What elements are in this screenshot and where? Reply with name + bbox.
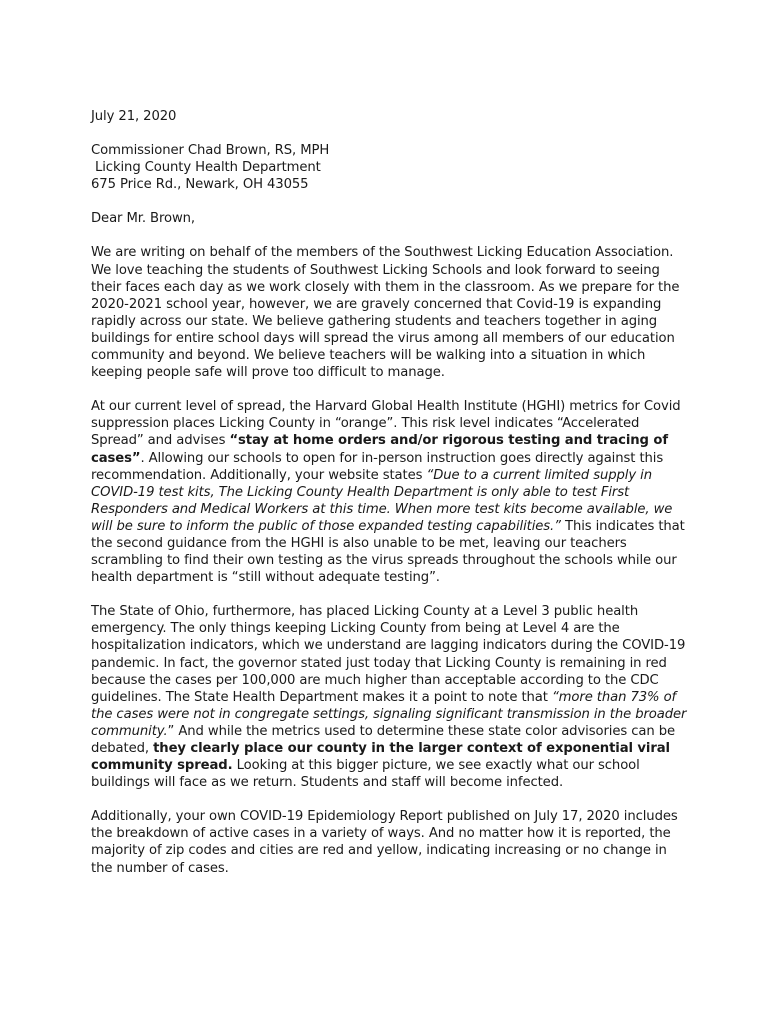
paragraph-2-website-quote: “Due to a current limited supply in COVID-19 test kits, The Licking County Health Department is only able to test First Responders and Medical Workers at this time. When more test kits become available, we will be sure to inform the public of those expanded testing capabilities.”: [91, 467, 673, 534]
paragraph-3-text-2: ” And while the metrics used to determine these state color advisories can be debated,: [91, 723, 675, 756]
paragraph-3-text-1: The State of Ohio, furthermore, has placed Licking County at a Level 3 public health emergency. The only things keeping Licking County from being at Level 4 are the hospitalization indicators, which we understand are lagging indicators during the COVID-19 pandemic. In fact, the governor stated just today that Licking County is remaining in red because the cases per 100,000 are much higher than acceptable according to the CDC guidelines. The State Health Department makes it a point to note that: [91, 604, 686, 705]
recipient-name: Commissioner Chad Brown, RS, MPH: [91, 143, 330, 159]
paragraph-1: We are writing on behalf of the members of the Southwest Licking Education Association. We love teaching the students of Southwest Licking Schools and look forward to seeing their faces each day as we work closely with them in the classroom. As we prepare for the 2020-2021 school year, however, we are gravely concerned that Covid-19 is expanding rapidly across our state. We believe gathering students and teachers together in aging buildings for entire school days will spread the virus among all members of our education community and beyond. We believe teachers will be walking into a situation in which keeping people safe will prove too difficult to manage.: [91, 245, 680, 381]
paragraph-2-text-2: . Allowing our schools to open for in-person instruction goes directly against this recommendation. Additionally, your website states: [91, 450, 664, 483]
paragraph-2-text-3: This indicates that the second guidance from the HGHI is also unable to be met, leaving our teachers scrambling to find their own testing as the virus spreads throughout the schools while our health department is “still without adequate testing”.: [91, 518, 685, 586]
salutation: Dear Mr. Brown,: [91, 211, 196, 227]
paragraph-3-bold-statement: they clearly place our county in the larger context of exponential viral community spread.: [91, 741, 670, 774]
paragraph-3: [91, 603, 691, 791]
recipient-address: [91, 142, 691, 193]
paragraph-3-text-3: Looking at this bigger picture, we see exactly what our school buildings will face as we return. Students and staff will become infected.: [91, 758, 640, 791]
letter-body: [91, 108, 691, 894]
paragraph-2-bold-advice: “stay at home orders and/or rigorous testing and tracing of cases”: [91, 433, 668, 466]
paragraph-3-state-quote: “more than 73% of the cases were not in congregate settings, signaling significant transmission in the broader community.: [91, 689, 687, 739]
recipient-street-address: 675 Price Rd., Newark, OH 43055: [91, 177, 309, 193]
paragraph-2-text-1: At our current level of spread, the Harvard Global Health Institute (HGHI) metrics for Covid suppression places Licking County in “orange”. This risk level indicates “Accelerated Spread” and advises: [91, 399, 681, 449]
letter-date: July 21, 2020: [91, 109, 177, 124]
paragraph-2: [91, 398, 691, 586]
paragraph-4: Additionally, your own COVID-19 Epidemiology Report published on July 17, 2020 includes the breakdown of active cases in a variety of ways. And no matter how it is reported, the majority of zip codes and cities are red and yellow, indicating increasing or no change in the number of cases.: [91, 809, 678, 876]
recipient-organization: Licking County Health Department: [95, 160, 321, 176]
